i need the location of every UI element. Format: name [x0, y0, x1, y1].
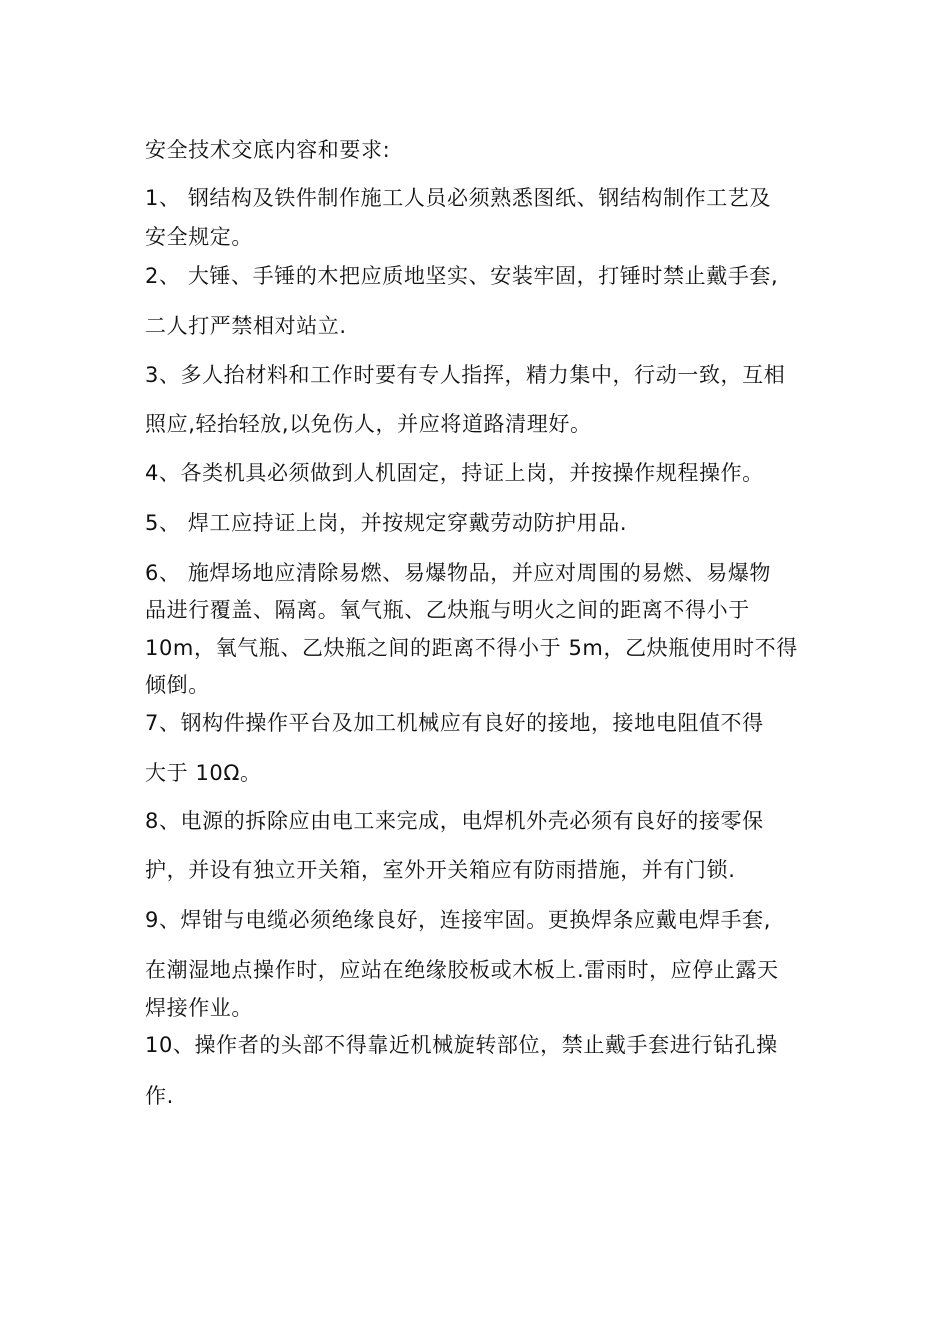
text-line: 二人打严禁相对站立. — [145, 314, 347, 338]
text-line: 作. — [145, 1084, 174, 1108]
text-line: 10m，氧气瓶、乙炔瓶之间的距离不得小于 5m，乙炔瓶使用时不得 — [145, 636, 798, 660]
text-line: 照应,轻抬轻放,以免伤人，并应将道路清理好。 — [145, 412, 592, 436]
text-line: 倾倒。 — [145, 673, 210, 697]
text-line: 3、多人抬材料和工作时要有专人指挥，精力集中，行动一致，互相 — [145, 363, 786, 387]
text-line: 护，并设有独立开关箱，室外开关箱应有防雨措施，并有门锁. — [145, 858, 736, 882]
document-heading: 安全技术交底内容和要求: — [145, 138, 391, 162]
text-line: 4、各类机具必须做到人机固定，持证上岗，并按操作规程操作。 — [145, 461, 764, 485]
text-line: 焊接作业。 — [145, 996, 253, 1020]
text-line: 10、操作者的头部不得靠近机械旋转部位，禁止戴手套进行钻孔操 — [145, 1033, 778, 1057]
text-line: 在潮湿地点操作时，应站在绝缘胶板或木板上.雷雨时，应停止露天 — [145, 958, 779, 982]
text-line: 6、 施焊场地应清除易燃、易爆物品，并应对周围的易燃、易爆物 — [145, 561, 772, 585]
text-line: 9、焊钳与电缆必须绝缘良好，连接牢固。更换焊条应戴电焊手套, — [145, 908, 772, 932]
text-line: 8、电源的拆除应由电工来完成，电焊机外壳必须有良好的接零保 — [145, 809, 764, 833]
text-line: 5、 焊工应持证上岗，并按规定穿戴劳动防护用品. — [145, 511, 628, 535]
text-line: 2、 大锤、手锤的木把应质地坚实、安装牢固，打锤时禁止戴手套, — [145, 264, 779, 288]
text-line: 安全规定。 — [145, 225, 253, 249]
text-line: 大于 10Ω。 — [145, 761, 262, 785]
text-line: 品进行覆盖、隔离。氧气瓶、乙炔瓶与明火之间的距离不得小于 — [145, 598, 750, 622]
text-line: 1、 钢结构及铁件制作施工人员必须熟悉图纸、钢结构制作工艺及 — [145, 186, 772, 210]
text-line: 7、钢构件操作平台及加工机械应有良好的接地，接地电阻值不得 — [145, 711, 764, 735]
